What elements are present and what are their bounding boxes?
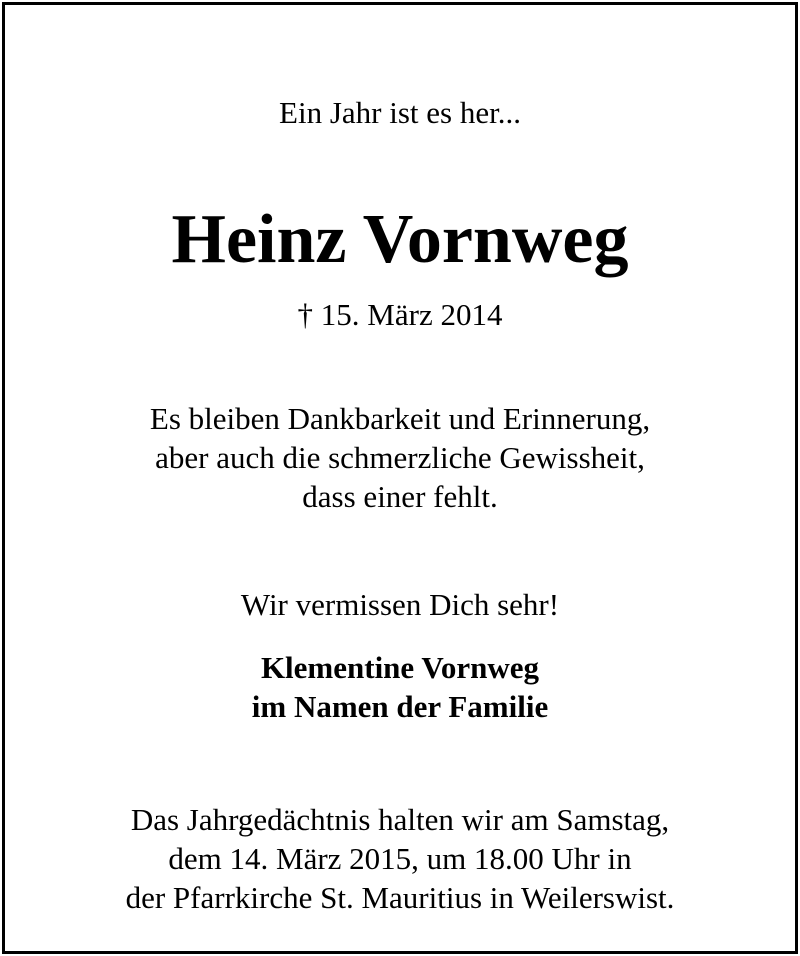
memorial-verse (5, 399, 795, 516)
verse-line: dass einer fehlt. (302, 479, 498, 514)
signature (5, 648, 795, 726)
closing-text: Wir vermissen Dich sehr! (240, 587, 560, 622)
intro-text: Ein Jahr ist es her... (279, 95, 521, 130)
memorial-service-info (5, 800, 795, 917)
verse-line: Es bleiben Dankbarkeit und Erinnerung, (149, 401, 651, 436)
service-line: Das Jahrgedächtnis halten wir am Samstag, (130, 802, 670, 837)
obituary-notice (2, 2, 798, 954)
service-line: dem 14. März 2015, um 18.00 Uhr in (168, 841, 632, 876)
service-line: der Pfarrkirche St. Mauritius in Weilerswist. (125, 880, 675, 915)
signature-name: Klementine Vornweg (260, 650, 540, 685)
verse-line: aber auch die schmerzliche Gewissheit, (155, 440, 645, 475)
death-date: † 15. März 2014 (297, 297, 503, 332)
deceased-name: Heinz Vornweg (171, 201, 629, 278)
signature-family: im Namen der Familie (251, 689, 549, 724)
